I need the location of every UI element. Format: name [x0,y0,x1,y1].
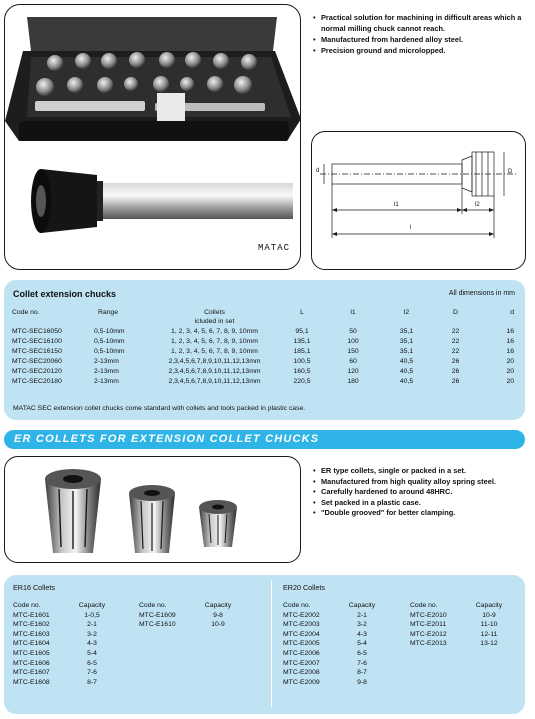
collet-row [139,612,237,622]
collet-row [13,640,111,650]
code-header: Code no. [13,602,41,609]
collet-row [283,612,381,622]
collet-capacity: 4-3 [357,630,367,638]
cell: 0,5-10mm [94,327,125,335]
cell: 50 [349,327,357,335]
cell: 150 [347,347,359,355]
collet-row [13,631,111,641]
cell: 60 [349,357,357,365]
feature-item: • Manufactured from hardened alloy steel. [313,35,533,46]
collet-code: MTC-E2012 [410,630,447,638]
l1-label: l1 [394,202,399,208]
cell: 35,1 [399,337,414,345]
cell: 26 [451,357,460,365]
cell: 2,3,4,5,6,7,8,9,10,11,12,13mm [168,357,261,365]
table-subheader-row [12,317,520,326]
collet-code: MTC-E2007 [283,659,320,667]
cell: 22 [451,327,460,335]
cell: 180 [347,377,359,385]
collet-code: MTC-E1602 [13,621,50,629]
cell: 1, 2, 3, 4, 5, 6, 7, 8, 9, 10mm [171,327,258,335]
col-header: D [453,308,458,316]
col-header: Collets [204,308,225,316]
er-collets-photo [4,456,301,563]
cell: MTC-SEC16100 [12,337,62,345]
code-header: Code no. [139,602,167,609]
collet-row [13,612,111,622]
collet-row [283,631,381,641]
collet-row [13,660,111,670]
cell: 20 [506,367,514,375]
er-feature-list [313,466,528,519]
collet-code: MTC-E2002 [283,611,320,619]
collet-case-image [5,5,301,270]
cell: MTC-SEC16050 [12,327,62,335]
cell: 2,3,4,5,6,7,8,9,10,11,12,13mm [168,377,261,385]
collet-row [13,650,111,660]
collet-capacity: 6-5 [87,659,97,667]
l2-label: l2 [475,202,480,208]
dimensions-note: All dimensions in mm [448,290,515,297]
matac-logo: MATAC [258,243,291,253]
col-header: d [510,308,514,316]
cell: MTC-SEC16150 [12,347,62,355]
table-row [12,366,520,376]
cell: 40,5 [399,367,414,375]
collet-code: MTC-E1609 [139,611,176,619]
feature-item: • Manufactured from high quality alloy spring steel. [313,477,528,488]
column-header [139,602,237,612]
cell: 16 [506,337,514,345]
cell: 95,1 [295,327,309,335]
capacity-header: Capacity [348,602,376,609]
cell: 26 [451,377,460,385]
collet-code: MTC-E1601 [13,611,50,619]
l-label: l [410,225,412,231]
collet-capacity: 7-6 [357,659,367,667]
collet-row [410,640,508,650]
er20-column-2 [410,602,508,650]
collet-code: MTC-E1603 [13,630,50,638]
dimension-drawing [312,132,526,270]
collet-capacity: 5-4 [87,649,97,657]
cell: 220,5 [293,377,311,385]
D-label: D [508,169,513,175]
cell: 2,3,4,5,6,7,8,9,10,11,12,13mm [168,367,261,375]
er16-column-1 [13,602,111,688]
cell: 100 [347,337,359,345]
cell: MTC-SEC20060 [12,357,62,365]
collet-code: MTC-E2004 [283,630,320,638]
table-row [12,346,520,356]
code-header: Code no. [283,602,311,609]
spec-table [12,307,520,386]
table-row [12,326,520,336]
cell: 20 [506,377,514,385]
product-photo [4,4,301,270]
cell: 35,1 [399,347,414,355]
collet-code: MTC-E1610 [139,621,176,629]
collet-capacity: 3-2 [357,621,367,629]
cell: 185,1 [293,347,311,355]
collet-row [139,621,237,631]
banner-title: ER COLLETS FOR EXTENSION COLLET CHUCKS [14,433,320,445]
col-header: L [300,308,304,316]
table-row [12,376,520,386]
er-collets-image [5,457,301,563]
column-header [410,602,508,612]
feature-item: • ER type collets, single or packed in a set. [313,466,528,477]
cell: 1, 2, 3, 4, 5, 6, 7, 8, 9, 10mm [171,337,258,345]
collet-capacity: 9-8 [357,678,367,686]
col-header: l1 [350,308,356,316]
cell: 100,5 [293,357,311,365]
feature-item: • Practical solution for machining in difficult areas which a normal milling chuck cannot reach. [313,13,533,34]
collet-capacity: 3-2 [87,630,97,638]
collet-row [13,669,111,679]
collet-code: MTC-E2011 [410,621,447,629]
collet-code: MTC-E1606 [13,659,50,667]
collet-row [410,612,508,622]
collet-row [283,679,381,689]
collet-capacity: 7-6 [87,669,97,677]
col-subheader: icluded in set [194,318,235,325]
collet-capacity: 2-1 [357,611,367,619]
collet-capacity: 2-1 [87,621,97,629]
collets-panel [4,575,525,714]
cell: 40,5 [399,377,414,385]
cell: 16 [506,347,514,355]
collet-row [283,669,381,679]
feature-item: • Carefully hardened to around 48HRC. [313,487,528,498]
collet-capacity: 8-7 [357,669,367,677]
cell: 2-13mm [94,367,119,375]
collet-row [283,621,381,631]
spec-title: Collet extension chucks [13,289,117,299]
feature-item: • "Double grooved" for better clamping. [313,508,528,519]
cell: 40,5 [399,357,414,365]
collet-code: MTC-E2009 [283,678,320,686]
technical-drawing [311,131,526,270]
collet-code: MTC-E2013 [410,640,447,648]
collet-code: MTC-E2008 [283,669,320,677]
collet-capacity: 12-11 [480,630,498,638]
collet-code: MTC-E1608 [13,678,50,686]
collet-row [283,640,381,650]
collet-row [13,621,111,631]
table-header-row [12,307,520,317]
cell: 0,5-10mm [94,337,125,345]
feature-item: • Set packed in a plastic case. [313,498,528,509]
er16-title: ER16 Collets [13,583,55,592]
cell: 26 [451,367,460,375]
capacity-header: Capacity [204,602,232,609]
cell: 35,1 [399,327,414,335]
spec-panel [4,280,525,420]
cell: 0,5-10mm [94,347,125,355]
collet-code: MTC-E2005 [283,640,320,648]
collet-row [410,621,508,631]
collet-capacity: 5-4 [357,640,367,648]
collet-capacity: 11-10 [480,621,498,629]
collet-code: MTC-E1605 [13,649,50,657]
collet-capacity: 4-3 [87,640,97,648]
table-row [12,336,520,346]
col-header: Code no. [12,308,40,316]
section-banner [4,430,525,449]
collet-code: MTC-E2003 [283,621,320,629]
cell: MTC-SEC20120 [12,367,62,375]
cell: 22 [451,337,460,345]
collet-capacity: 13-12 [480,640,498,648]
panel-divider [271,580,272,707]
col-header: Range [98,308,119,316]
collet-capacity: 9-8 [213,611,223,619]
er20-title: ER20 Collets [283,583,325,592]
cell: 135,1 [293,337,311,345]
cell: 1, 2, 3, 4, 5, 6, 7, 8, 9, 10mm [171,347,258,355]
cell: 20 [506,357,514,365]
feature-list [313,13,533,57]
capacity-header: Capacity [78,602,106,609]
col-header: l2 [403,308,410,316]
cell: 16 [506,327,514,335]
cell: 160,5 [293,367,311,375]
collet-row [283,650,381,660]
d-label: d [316,168,320,174]
er16-column-2 [139,602,237,631]
collet-capacity: 8-7 [87,678,97,686]
collet-capacity: 6-5 [357,649,367,657]
collet-row [13,679,111,689]
collet-row [283,660,381,670]
cell: MTC-SEC20180 [12,377,62,385]
cell: 2-13mm [94,357,119,365]
collet-code: MTC-E1607 [13,669,50,677]
feature-item: • Precision ground and microlopped. [313,46,533,57]
cell: 22 [451,347,460,355]
collet-code: MTC-E2010 [410,611,447,619]
table-row [12,356,520,366]
code-header: Code no. [410,602,438,609]
collet-capacity: 10-9 [482,611,496,619]
collet-capacity: 10-9 [211,621,225,629]
er20-column-1 [283,602,381,688]
collet-row [410,631,508,641]
spec-note: MATAC SEC extension collet chucks come standard with collets and tools packed in plastic case. [13,405,306,412]
column-header [13,602,111,612]
collet-code: MTC-E1604 [13,640,50,648]
collet-code: MTC-E2006 [283,649,320,657]
column-header [283,602,381,612]
capacity-header: Capacity [475,602,503,609]
cell: 120 [347,367,359,375]
collet-capacity: 1-0,5 [84,611,100,619]
cell: 2-13mm [94,377,119,385]
